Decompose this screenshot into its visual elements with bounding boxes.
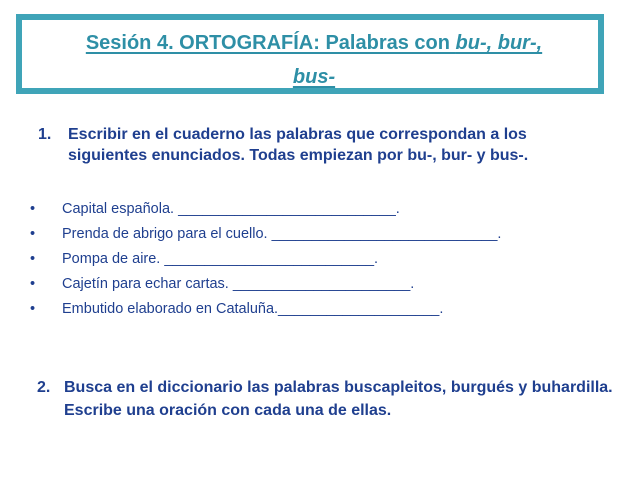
instruction-2-text: Busca en el diccionario las palabras buscapleitos, burgués y buhardilla. Escribe una oración con cada una de ellas. bbox=[64, 379, 613, 419]
bullet-icon: • bbox=[30, 226, 36, 242]
title-prefixes-part2: bus- bbox=[292, 66, 336, 88]
list-item-text: Prenda de abrigo para el cuello. ____________________________. bbox=[62, 226, 502, 242]
title-line-1 bbox=[24, 26, 604, 60]
bullet-icon: • bbox=[30, 201, 36, 217]
list-item bbox=[26, 224, 626, 249]
bullet-icon: • bbox=[30, 251, 36, 267]
exercise-list bbox=[26, 199, 626, 324]
list-item bbox=[26, 249, 626, 274]
title-prefix: Sesión 4. ORTOGRAFÍA: Palabras con bbox=[85, 32, 456, 54]
list-item-text: Capital española. ___________________________. bbox=[62, 201, 400, 217]
list-item-text: Embutido elaborado en Cataluña.____________________. bbox=[62, 301, 444, 317]
list-item-text: Pompa de aire. __________________________. bbox=[62, 251, 379, 267]
list-item bbox=[26, 299, 626, 324]
list-item bbox=[26, 274, 626, 299]
list-item-text: Cajetín para echar cartas. ______________________. bbox=[62, 276, 415, 292]
instruction-1-text: Escribir en el cuaderno las palabras que correspondan a los siguientes enunciados. Todas empiezan por bu-, bur- y bus-. bbox=[68, 126, 529, 164]
instruction-1 bbox=[38, 124, 608, 166]
title-prefixes-part1: bu-, bur-, bbox=[455, 32, 543, 54]
instruction-1-number: 1. bbox=[38, 126, 52, 143]
list-item bbox=[26, 199, 626, 224]
instruction-2 bbox=[37, 376, 617, 422]
page-title bbox=[24, 26, 604, 94]
instruction-2-number: 2. bbox=[37, 379, 51, 396]
bullet-icon: • bbox=[30, 301, 36, 317]
bullet-icon: • bbox=[30, 276, 36, 292]
